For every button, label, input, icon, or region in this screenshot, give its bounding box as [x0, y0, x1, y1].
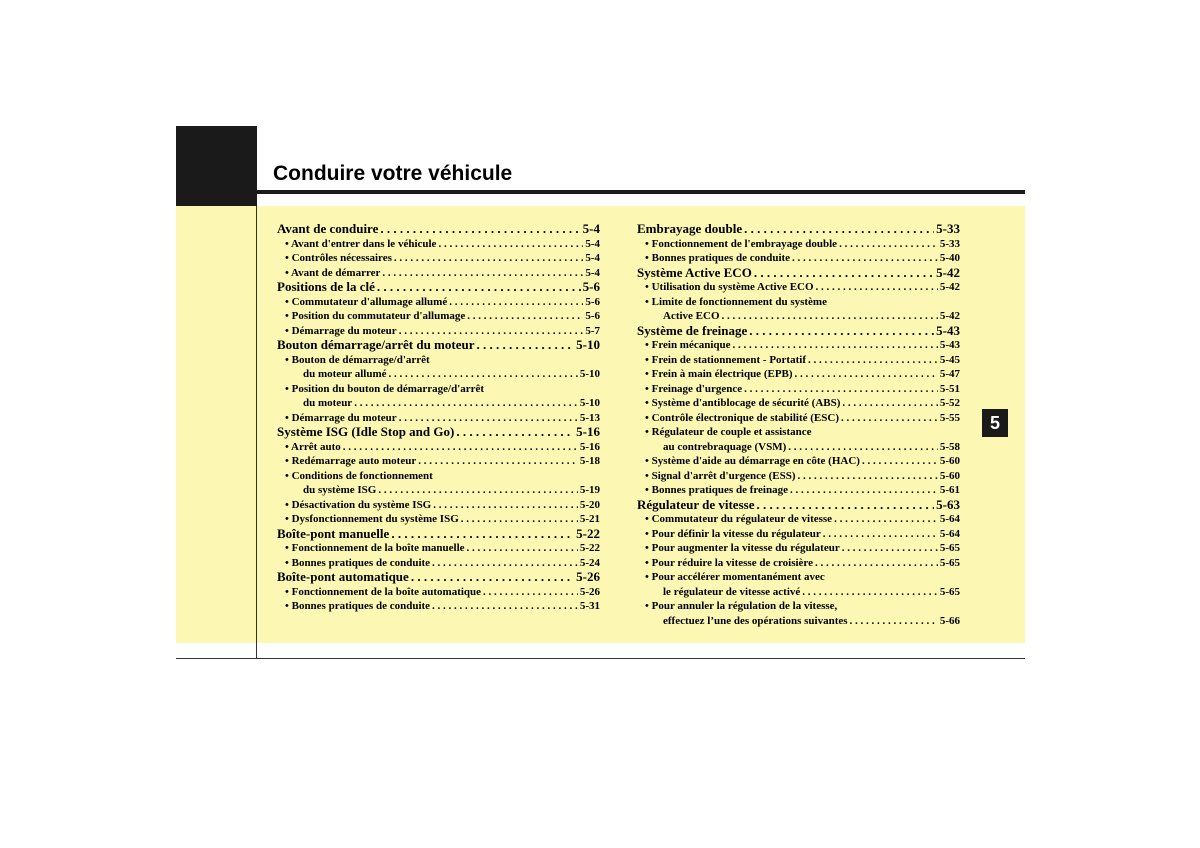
dot-leader: [841, 411, 938, 426]
toc-item[interactable]: [277, 454, 600, 469]
toc-label: • Désactivation du système ISG: [285, 498, 432, 511]
dot-leader: [456, 425, 574, 440]
toc-column-right: [637, 222, 960, 628]
dot-leader: [477, 338, 575, 353]
toc-page-number: 5-22: [576, 526, 600, 541]
toc-page-number: 5-66: [939, 614, 960, 627]
chapter-tab: 5: [982, 409, 1008, 437]
toc-page-number: 5-6: [585, 295, 600, 308]
toc-page-number: 5-10: [579, 368, 600, 380]
toc-item[interactable]: [637, 411, 960, 426]
toc-item[interactable]: [637, 454, 960, 469]
toc-item[interactable]: [637, 541, 960, 556]
toc-item[interactable]: [277, 309, 600, 324]
dot-leader: [788, 440, 938, 455]
dot-leader: [749, 324, 934, 339]
toc-item[interactable]: [277, 237, 600, 252]
dot-leader: [382, 266, 583, 281]
dot-leader: [842, 541, 938, 556]
toc-page-number: 5-31: [579, 600, 600, 612]
dot-leader: [394, 251, 583, 266]
dot-leader: [744, 222, 934, 237]
toc-item[interactable]: [277, 585, 600, 600]
toc-item[interactable]: [637, 251, 960, 266]
dot-leader: [467, 309, 583, 324]
toc-page-number: 5-63: [936, 497, 960, 512]
toc-page-number: 5-47: [939, 368, 960, 380]
toc-item[interactable]: [637, 469, 960, 484]
dot-leader: [433, 498, 578, 513]
toc-column-left: [277, 222, 600, 614]
toc-label: du moteur: [303, 397, 353, 409]
toc-label: Bouton démarrage/arrêt du moteur: [277, 338, 475, 352]
toc-label: • Position du commutateur d'allumage: [285, 310, 466, 322]
toc-label: • Frein mécanique: [645, 339, 731, 351]
toc-item[interactable]: [637, 338, 960, 353]
toc-page-number: 5-4: [585, 237, 600, 250]
dot-leader: [378, 483, 577, 498]
toc-page-number: 5-20: [579, 498, 600, 511]
toc-page-number: 5-65: [939, 556, 960, 569]
dot-leader: [756, 498, 934, 513]
toc-page-number: 5-45: [939, 353, 960, 366]
toc-label: • Fonctionnement de la boîte manuelle: [285, 542, 465, 554]
toc-label: • Redémarrage auto moteur: [285, 455, 417, 467]
toc-section[interactable]: [637, 498, 960, 513]
toc-page-number: 5-4: [585, 252, 600, 264]
toc-label: • Système d'aide au démarrage en côte (HAC): [645, 455, 860, 467]
toc-item[interactable]: [637, 512, 960, 527]
dot-leader: [790, 483, 938, 498]
toc-item[interactable]: [277, 411, 600, 426]
dot-leader: [733, 338, 938, 353]
toc-section[interactable]: [277, 425, 600, 440]
toc-page-number: 5-7: [585, 324, 600, 337]
toc-label: • Contrôle électronique de stabilité (ESC): [645, 411, 839, 424]
dot-leader: [449, 295, 583, 310]
toc-item[interactable]: [277, 266, 600, 281]
dot-leader: [792, 251, 938, 266]
toc-item[interactable]: [277, 295, 600, 310]
dot-leader: [850, 614, 938, 629]
page-title: Conduire votre véhicule: [273, 162, 513, 185]
toc-page-number: 5-24: [579, 556, 600, 569]
toc-page-number: 5-6: [582, 280, 600, 294]
toc-page-number: 5-26: [579, 585, 600, 598]
dot-leader: [354, 396, 578, 411]
toc-page-number: 5-58: [939, 440, 960, 453]
dot-leader: [815, 556, 938, 571]
toc-item-heading: • Pour accélérer momentanément avec: [645, 571, 825, 583]
toc-item[interactable]: [637, 353, 960, 368]
toc-label: • Arrêt auto: [285, 440, 341, 453]
toc-section[interactable]: [277, 570, 600, 585]
toc-label: • Avant de démarrer: [285, 266, 381, 279]
toc-page-number: 5-52: [939, 397, 960, 409]
toc-page-number: 5-43: [939, 339, 960, 351]
toc-label: • Système d'antiblocage de sécurité (ABS): [645, 397, 841, 409]
dot-leader: [802, 585, 938, 600]
toc-label: le régulateur de vitesse activé: [663, 585, 801, 598]
toc-item-continuation[interactable]: [277, 483, 600, 498]
toc-page-number: 5-42: [939, 281, 960, 293]
toc-item-heading: • Position du bouton de démarrage/d'arrêt: [285, 382, 485, 395]
toc-label: • Bonnes pratiques de conduite: [645, 252, 791, 264]
toc-item-continuation[interactable]: [637, 585, 960, 600]
toc-section[interactable]: [637, 266, 960, 281]
toc-item-heading: • Bouton de démarrage/d'arrêt: [285, 353, 430, 366]
toc-page-number: 5-16: [576, 425, 600, 439]
toc-page-number: 5-4: [582, 222, 600, 236]
toc-section[interactable]: [277, 338, 600, 353]
toc-label: • Frein de stationnement - Portatif: [645, 353, 806, 366]
toc-label: Embrayage double: [637, 222, 743, 236]
toc-label: • Bonnes pratiques de conduite: [285, 556, 431, 569]
dot-leader: [834, 512, 938, 527]
toc-label: Boîte-pont manuelle: [277, 526, 390, 541]
toc-page-number: 5-21: [579, 513, 600, 525]
toc-label: Système de freinage: [637, 323, 748, 338]
toc-page-number: 5-6: [585, 310, 600, 322]
dot-leader: [399, 324, 584, 339]
toc-label: • Bonnes pratiques de conduite: [285, 600, 431, 612]
dot-leader: [744, 382, 938, 397]
toc-item-continuation[interactable]: [637, 614, 960, 629]
toc-item-heading: • Régulateur de couple et assistance: [645, 426, 812, 438]
bottom-rule: [176, 658, 1025, 659]
dot-leader: [816, 280, 938, 295]
toc-page-number: 5-64: [939, 527, 960, 540]
toc-item-heading: • Conditions de fonctionnement: [285, 469, 433, 482]
toc-item[interactable]: [277, 541, 600, 556]
toc-page-number: 5-65: [939, 542, 960, 554]
toc-page-number: 5-60: [939, 455, 960, 467]
toc-page-number: 5-16: [579, 440, 600, 453]
chapter-corner-block: [176, 126, 257, 206]
toc-item-continuation[interactable]: [277, 396, 600, 411]
toc-label: • Commutateur du régulateur de vitesse: [645, 513, 833, 525]
dot-leader: [754, 266, 934, 281]
dot-leader: [842, 396, 937, 411]
toc-item[interactable]: [277, 498, 600, 513]
toc-label: • Fonctionnement de la boîte automatique: [285, 585, 482, 598]
toc-page-number: 5-65: [939, 585, 960, 598]
toc-page-number: 5-40: [939, 252, 960, 264]
toc-label: Positions de la clé: [277, 280, 375, 294]
toc-page-number: 5-64: [939, 513, 960, 525]
toc-page-number: 5-19: [579, 484, 600, 496]
dot-leader: [411, 570, 574, 585]
toc-page-number: 5-22: [579, 542, 600, 554]
toc-label: du moteur allumé: [303, 368, 387, 380]
toc-item-continuation[interactable]: [637, 440, 960, 455]
toc-item-continuation[interactable]: [277, 367, 600, 382]
toc-item[interactable]: [277, 324, 600, 339]
dot-leader: [389, 367, 578, 382]
toc-item-heading: • Pour annuler la régulation de la vitesse,: [645, 600, 838, 612]
toc-label: Boîte-pont automatique: [277, 570, 409, 584]
dot-leader: [461, 512, 578, 527]
toc-label: • Bonnes pratiques de freinage: [645, 484, 788, 496]
dot-leader: [722, 309, 938, 324]
title-underline: [257, 190, 1025, 194]
toc-item[interactable]: [637, 367, 960, 382]
toc-item[interactable]: [637, 280, 960, 295]
dot-leader: [399, 411, 578, 426]
toc-label: du système ISG: [303, 484, 377, 496]
toc-label: • Freinage d'urgence: [645, 382, 743, 395]
toc-label: Active ECO: [663, 310, 720, 322]
toc-page-number: 5-55: [939, 411, 960, 424]
toc-page-number: 5-33: [939, 237, 960, 250]
dot-leader: [862, 454, 938, 469]
toc-label: • Démarrage du moteur: [285, 411, 397, 424]
dot-leader: [343, 440, 578, 455]
toc-page-number: 5-42: [936, 265, 960, 280]
toc-page-number: 5-10: [579, 397, 600, 409]
dot-leader: [380, 222, 580, 237]
toc-page-number: 5-18: [579, 455, 600, 467]
toc-label: Avant de conduire: [277, 222, 379, 236]
toc-label: • Pour réduire la vitesse de croisière: [645, 556, 814, 569]
dot-leader: [467, 541, 578, 556]
toc-item-heading: • Limite de fonctionnement du système: [645, 295, 827, 308]
toc-section[interactable]: [277, 280, 600, 295]
toc-label: au contrebraquage (VSM): [663, 440, 787, 453]
toc-page-number: 5-26: [576, 570, 600, 584]
toc-label: Système ISG (Idle Stop and Go): [277, 425, 455, 439]
dot-leader: [432, 599, 578, 614]
dot-leader: [418, 454, 578, 469]
dot-leader: [823, 527, 938, 542]
toc-page-number: 5-42: [939, 310, 960, 322]
dot-leader: [391, 527, 574, 542]
dot-leader: [795, 367, 938, 382]
toc-label: • Dysfonctionnement du système ISG: [285, 513, 459, 525]
toc-page-number: 5-13: [579, 411, 600, 424]
toc-item[interactable]: [637, 556, 960, 571]
dot-leader: [432, 556, 578, 571]
toc-page-number: 5-4: [585, 266, 600, 279]
toc-page-number: 5-43: [936, 323, 960, 338]
toc-label: • Contrôles nécessaires: [285, 252, 392, 264]
toc-label: • Démarrage du moteur: [285, 324, 397, 337]
toc-label: • Pour augmenter la vitesse du régulateur: [645, 542, 840, 554]
toc-item[interactable]: [637, 396, 960, 411]
toc-item[interactable]: [277, 556, 600, 571]
dot-leader: [808, 353, 938, 368]
dot-leader: [839, 237, 938, 252]
dot-leader: [438, 237, 583, 252]
toc-item[interactable]: [277, 251, 600, 266]
toc-item[interactable]: [637, 483, 960, 498]
toc-section[interactable]: [637, 222, 960, 237]
dot-leader: [798, 469, 938, 484]
toc-item[interactable]: [637, 382, 960, 397]
toc-label: Système Active ECO: [637, 265, 752, 280]
toc-label: • Signal d'arrêt d'urgence (ESS): [645, 469, 796, 482]
dot-leader: [377, 280, 581, 295]
dot-leader: [483, 585, 578, 600]
toc-item[interactable]: [277, 440, 600, 455]
toc-label: • Avant d'entrer dans le véhicule: [285, 237, 437, 250]
toc-section[interactable]: [277, 527, 600, 542]
toc-page-number: 5-51: [939, 382, 960, 395]
toc-section[interactable]: [277, 222, 600, 237]
toc-label: • Utilisation du système Active ECO: [645, 281, 814, 293]
toc-item[interactable]: [637, 237, 960, 252]
toc-item[interactable]: [277, 512, 600, 527]
margin-line: [256, 206, 257, 659]
toc-item[interactable]: [277, 599, 600, 614]
toc-section[interactable]: [637, 324, 960, 339]
toc-label: • Fonctionnement de l'embrayage double: [645, 237, 838, 250]
toc-label: effectuez l’une des opérations suivantes: [663, 614, 848, 627]
toc-page-number: 5-33: [936, 222, 960, 236]
toc-item[interactable]: [637, 527, 960, 542]
toc-label: • Frein à main électrique (EPB): [645, 368, 793, 380]
toc-label: Régulateur de vitesse: [637, 497, 755, 512]
toc-label: • Commutateur d'allumage allumé: [285, 295, 448, 308]
toc-label: • Pour définir la vitesse du régulateur: [645, 527, 821, 540]
toc-page-number: 5-60: [939, 469, 960, 482]
toc-page-number: 5-10: [576, 338, 600, 352]
toc-item-continuation[interactable]: [637, 309, 960, 324]
toc-page-number: 5-61: [939, 484, 960, 496]
